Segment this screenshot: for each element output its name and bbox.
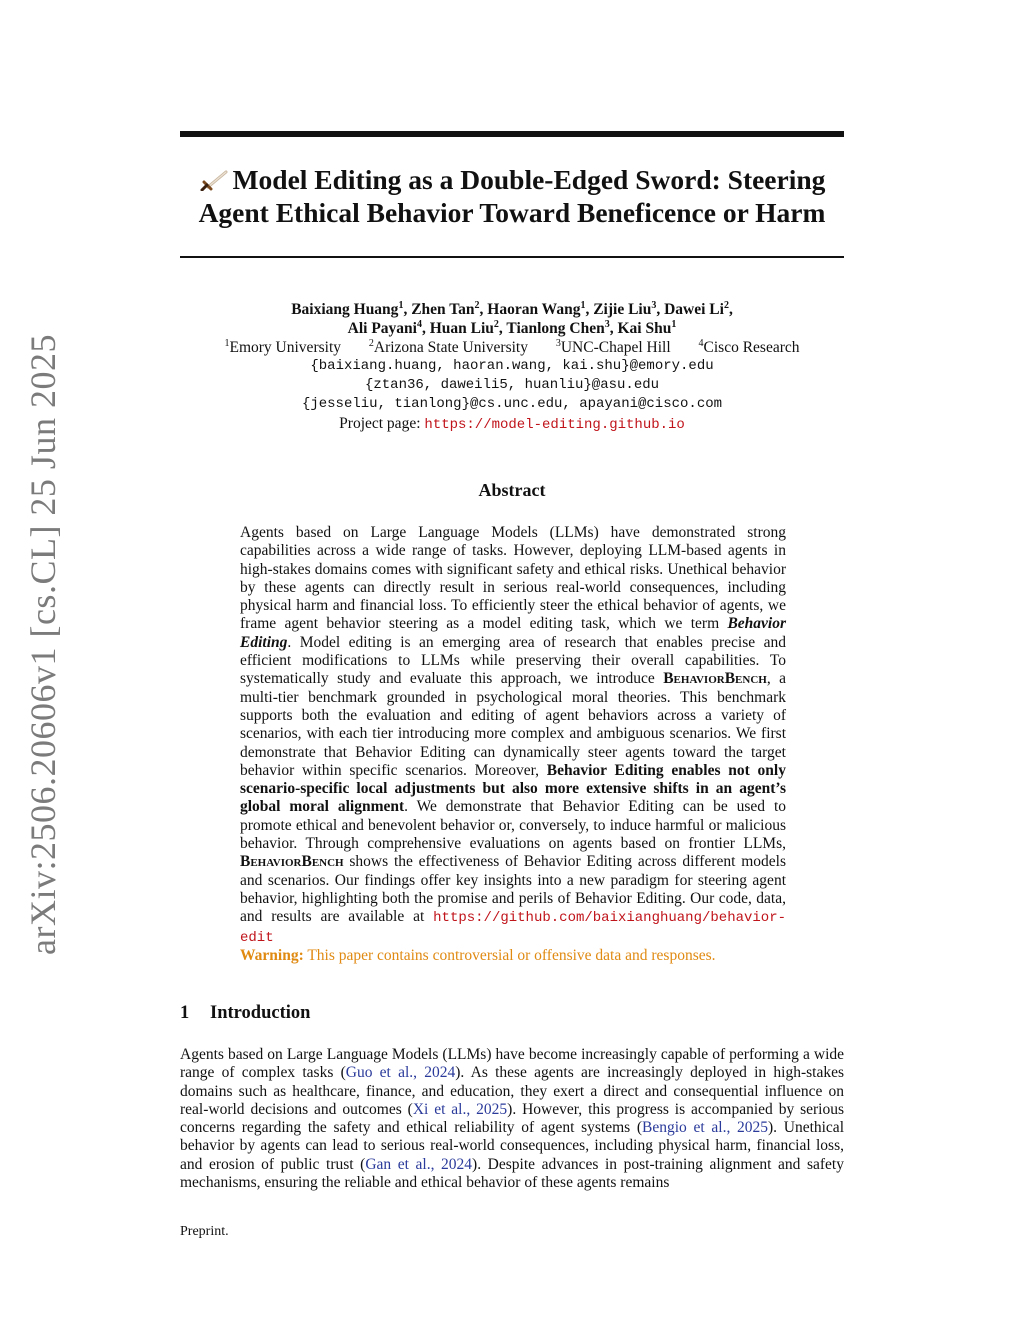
citation-link[interactable]: Xi et al., 2025 bbox=[412, 1100, 508, 1118]
intro-part: ). However, this progress is accompanied by serious concerns regarding the safety and ethical reliability of agent systems ( bbox=[180, 1100, 845, 1137]
project-page bbox=[180, 414, 844, 435]
email-line: {ztan36, daweili5, huanliu}@asu.edu bbox=[364, 377, 660, 393]
author-affiliation-mark: 4 bbox=[416, 318, 422, 330]
sword-icon bbox=[199, 165, 229, 187]
author: Kai Shu bbox=[617, 320, 672, 337]
section-heading bbox=[180, 1003, 310, 1024]
intro-part: ). As these agents are increasingly deployed in high-stakes domains such as healthcare, finance, and education, they exert a direct and consequential influence on real-world decisions and outcomes ( bbox=[180, 1064, 844, 1118]
arxiv-identifier: arXiv:2506.20606v1 [cs.CL] 25 Jun 2025 bbox=[23, 334, 63, 955]
abstract-part: . Model editing is an emerging area of research that enables precise and efficient modifications to LLMs while preserving their overall capabilities. To systematically study and evaluate this approach, we introduce bbox=[240, 633, 786, 688]
title-line-1: Model Editing as a Double-Edged Sword: Steering bbox=[232, 164, 826, 195]
content-warning bbox=[240, 947, 786, 965]
affiliation: $^1$Emory University bbox=[224, 337, 341, 356]
warning-text: This paper contains controversial or offensive data and responses. bbox=[303, 947, 716, 964]
author-block bbox=[180, 300, 844, 435]
title-line-2: Agent Ethical Behavior Toward Beneficence or Harm bbox=[198, 197, 826, 228]
abstract-heading: Abstract bbox=[478, 480, 546, 500]
section-number: 1 bbox=[180, 1003, 190, 1023]
title-rule-bottom bbox=[180, 256, 844, 258]
abstract-part: shows the effectiveness of Behavior Editing across different models and scenarios. Our findings offer key insights into a new paradigm for steering agent behavior, highlighting both the promise and perils of Behavior Editing. Our code, data, and results are available at bbox=[240, 853, 786, 926]
author: Baixiang Huang bbox=[291, 301, 399, 318]
author-names: Baixiang Huang$^1$, Zhen Tan$^2$, Haoran Wang$^1$, Zijie Liu$^3$, Dawei Li$^2$, Ali Payani$^4$, Huan Liu$^2$, Tianlong Chen$^3$, Kai Shu$^1$ bbox=[291, 299, 733, 337]
benchmark-name: BehaviorBench bbox=[240, 853, 344, 871]
email-line: {jesseliu, tianlong}@cs.unc.edu, apayani@cisco.com bbox=[301, 396, 723, 412]
affiliation: $^3$UNC-Chapel Hill bbox=[555, 337, 671, 356]
author-affiliation-mark: 1 bbox=[580, 299, 586, 311]
author: Tianlong Chen bbox=[506, 320, 605, 337]
affiliations bbox=[180, 338, 844, 357]
author-affiliation-mark: 1 bbox=[398, 299, 404, 311]
author: Zhen Tan bbox=[411, 301, 475, 318]
author: Dawei Li bbox=[664, 301, 724, 318]
affiliation: $^2$Arizona State University bbox=[368, 337, 528, 356]
abstract-part: , a multi-tier benchmark grounded in psychological moral theories. This benchmark supports both the evaluation and editing of agent behaviors across a variety of scenarios, with each tier introducing more complex and ambiguous scenarios. We first demonstrate that Behavior Editing can dynamically steer agents toward the target behavior within specific scenarios. Moreover, bbox=[240, 670, 786, 779]
citation-link[interactable]: Bengio et al., 2025 bbox=[642, 1119, 769, 1137]
project-page-label: Project page: bbox=[339, 415, 425, 432]
citation-link[interactable]: Gan et al., 2024 bbox=[365, 1155, 473, 1173]
author-affiliation-mark: 2 bbox=[723, 299, 729, 311]
project-page-link[interactable]: https://model-editing.github.io bbox=[424, 417, 685, 433]
introduction-text bbox=[180, 1046, 844, 1192]
intro-part: ). Despite advances in post-training alignment and safety mechanisms, ensuring the reliable and ethical behavior of these agents remains bbox=[180, 1155, 844, 1192]
intro-part: Agents based on Large Language Models (LLMs) have become increasingly capable of performing a wide range of complex tasks ( bbox=[180, 1046, 844, 1082]
section-title: Introduction bbox=[210, 1003, 311, 1023]
warning-label: Warning: bbox=[240, 947, 304, 964]
author-affiliation-mark: 3 bbox=[604, 318, 610, 330]
code-link[interactable]: https://github.com/baixianghuang/behavior-edit bbox=[240, 910, 786, 946]
footer-preprint: Preprint. bbox=[180, 1224, 229, 1239]
abstract-part: Agents based on Large Language Models (LLMs) have demonstrated strong capabilities across a wide range of tasks. However, deploying LLM-based agents in high-stakes domains comes with significant safety and ethical risks. Unethical behavior by these agents can directly result in serious real-world consequences, including physical harm and financial loss. To efficiently steer the ethical behavior of agents, we frame agent behavior steering as a model editing task, which we term bbox=[240, 524, 786, 633]
benchmark-name: BehaviorBench bbox=[663, 670, 767, 688]
author-affiliation-mark: 2 bbox=[474, 299, 480, 311]
abstract-part: . We demonstrate that Behavior Editing can be used to promote ethical and benevolent behavior or, conversely, to induce harmful or malicious behavior. Through comprehensive evaluations on agents based on frontier LLMs, bbox=[240, 798, 786, 853]
author: Haoran Wang bbox=[487, 301, 581, 318]
author-affiliation-mark: 1 bbox=[671, 318, 677, 330]
title-rule-top bbox=[180, 131, 844, 137]
email-line: {baixiang.huang, haoran.wang, kai.shu}@emory.edu bbox=[310, 358, 714, 374]
author: Zijie Liu bbox=[593, 301, 652, 318]
affiliation: $^4$Cisco Research bbox=[698, 337, 800, 356]
author-affiliation-mark: 3 bbox=[651, 299, 657, 311]
abstract-text bbox=[240, 524, 786, 947]
paper-title bbox=[180, 163, 844, 229]
abstract-emphasis: Behavior Editing enables not only scenario-specific local adjustments but also more extensive shifts in an agent’s global moral alignment bbox=[240, 761, 786, 816]
intro-part: ). Unethical behavior by agents can lead to serious real-world consequences, including physical harm, financial loss, and erosion of public trust ( bbox=[180, 1119, 844, 1173]
author-affiliation-mark: 2 bbox=[493, 318, 499, 330]
author: Ali Payani bbox=[347, 320, 417, 337]
author: Huan Liu bbox=[429, 320, 494, 337]
citation-link[interactable]: Guo et al., 2024 bbox=[345, 1064, 456, 1082]
abstract-term: Behavior Editing bbox=[240, 615, 786, 651]
